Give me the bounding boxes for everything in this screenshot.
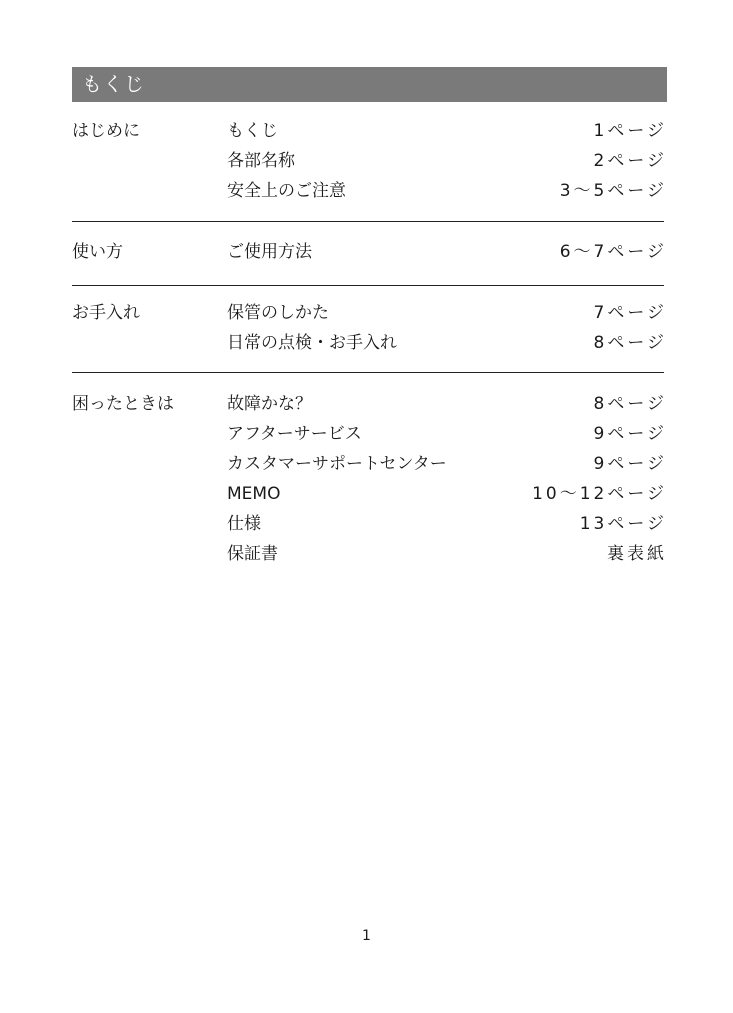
section-label: お手入れ <box>72 303 140 323</box>
toc-entry[interactable] <box>227 298 667 328</box>
entry-title: アフターサービス <box>227 424 362 444</box>
toc-entry[interactable] <box>227 328 667 358</box>
entry-page: 裏表紙 <box>607 544 667 564</box>
entry-page: 1ページ <box>593 121 667 141</box>
section-label: はじめに <box>72 121 140 141</box>
entry-page: 2ページ <box>593 151 667 171</box>
entry-page: 3～5ページ <box>559 181 667 201</box>
page-number: 1 <box>362 928 371 944</box>
toc-section-maintenance <box>72 285 667 372</box>
entry-title: もくじ <box>227 121 278 141</box>
toc-section-introduction <box>72 116 667 221</box>
entry-title: 保管のしかた <box>227 303 329 323</box>
entry-title: 日常の点検・お手入れ <box>227 333 397 353</box>
table-of-contents <box>72 116 667 569</box>
entry-page: 13ページ <box>579 514 667 534</box>
section-entries <box>227 389 667 569</box>
entry-title: 故障かな？ <box>227 394 312 414</box>
toc-entry[interactable] <box>227 419 667 449</box>
section-entries <box>227 116 667 206</box>
entry-page: 8ページ <box>593 333 667 353</box>
toc-section-usage <box>72 221 667 285</box>
entry-page: 9ページ <box>593 424 667 444</box>
entry-title: 各部名称 <box>227 151 295 171</box>
toc-entry[interactable] <box>227 389 667 419</box>
section-entries <box>227 237 667 267</box>
entry-title: カスタマーサポートセンター <box>227 454 447 474</box>
toc-entry[interactable] <box>227 479 667 509</box>
entry-title: 安全上のご注意 <box>227 181 346 201</box>
toc-entry[interactable] <box>227 116 667 146</box>
toc-entry[interactable] <box>227 509 667 539</box>
section-entries <box>227 298 667 358</box>
section-label: 使い方 <box>72 242 123 262</box>
entry-title: 保証書 <box>227 544 278 564</box>
toc-section-troubleshooting <box>72 372 667 569</box>
page-title: もくじ <box>72 67 667 102</box>
entry-page: 7ページ <box>593 303 667 323</box>
toc-entry[interactable] <box>227 237 667 267</box>
toc-entry[interactable] <box>227 449 667 479</box>
toc-entry[interactable] <box>227 539 667 569</box>
entry-page: 8ページ <box>593 394 667 414</box>
entry-page: 10～12ページ <box>532 484 667 504</box>
entry-page: 6～7ページ <box>559 242 667 262</box>
entry-title: 仕様 <box>227 514 261 534</box>
section-label: 困ったときは <box>72 394 174 414</box>
entry-title: MEMO <box>227 484 281 504</box>
entry-page: 9ページ <box>593 454 667 474</box>
toc-entry[interactable] <box>227 146 667 176</box>
entry-title: ご使用方法 <box>227 242 312 262</box>
toc-entry[interactable] <box>227 176 667 206</box>
